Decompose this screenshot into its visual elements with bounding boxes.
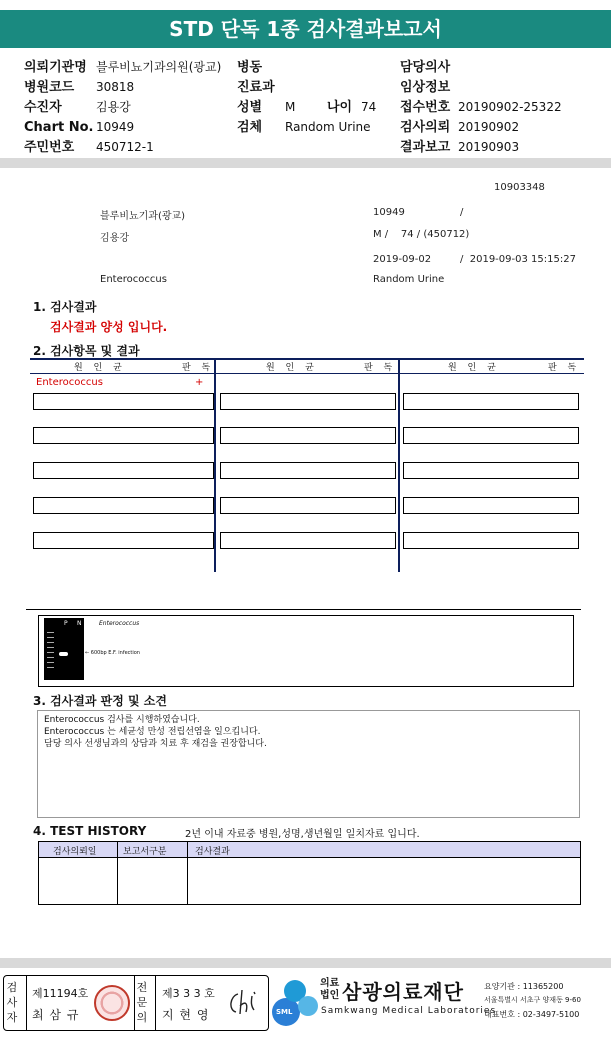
info-date-received: 2019-09-02 [373, 254, 432, 265]
label-chart-no: Chart No. [24, 120, 94, 135]
specialist-label [136, 980, 152, 1025]
table-head-line [30, 373, 584, 374]
result-cell [33, 462, 214, 479]
specialist-label-text: 전문의 [136, 981, 148, 1024]
info-organism: Enterococcus [100, 274, 167, 285]
section-divider-line [26, 609, 581, 610]
info-chart-slash: / [460, 207, 464, 218]
info-date-reported: / 2019-09-03 15:15:27 [460, 254, 576, 265]
value-sex: M [285, 100, 296, 114]
result-cell [403, 462, 579, 479]
label-report-date: 결과보고 [400, 140, 451, 155]
history-col-line-2 [187, 842, 188, 904]
value-receipt-no: 20190902-25322 [458, 100, 562, 114]
org-code: 요양기관 : 11365200 [484, 982, 564, 991]
result-cell [403, 532, 579, 549]
logo-icon-dot-2 [298, 996, 318, 1016]
specialist-divider-1 [134, 976, 135, 1030]
gel-caption: Enterococcus [99, 620, 140, 627]
value-report-date: 20190903 [458, 140, 520, 154]
report-title: STD 단독 1종 검사결과보고서 [0, 10, 611, 48]
value-request-date: 20190902 [458, 120, 520, 134]
examiner-no: 제11194호 [32, 987, 89, 1000]
info-chart-no: 10949 [373, 207, 405, 218]
org-english: Samkwang Medical Laboratories [321, 1006, 497, 1016]
org-phone: 대표번호 : 02-3497-5100 [484, 1010, 580, 1019]
section1-title: 1. 검사결과 [33, 300, 97, 314]
col-head-pathogen-3: 원 인 균 [448, 363, 500, 373]
result-cell [33, 427, 214, 444]
row-pathogen-name: Enterococcus [36, 377, 103, 388]
opinion-line-1: Enterococcus 검사를 시행하였습니다. [44, 715, 200, 725]
specialist-name: 지 현 영 [162, 1008, 210, 1022]
header-col3 [400, 56, 600, 156]
history-header-row [39, 842, 580, 858]
history-head-type: 보고서구분 [123, 847, 167, 857]
label-clinic: 의뢰기관명 [24, 60, 87, 75]
row-pathogen-judge: + [195, 377, 204, 388]
org-name: 삼광의료재단 [342, 980, 464, 1004]
result-cell [403, 497, 579, 514]
section4-title: 4. TEST HISTORY [33, 824, 147, 838]
section3-title: 3. 검사결과 판정 및 소견 [33, 694, 167, 708]
specialist-signature-icon [224, 986, 262, 1020]
col-head-judge-2: 판 독 [364, 363, 397, 373]
results-table [30, 358, 584, 572]
col-head-pathogen-2: 원 인 균 [266, 363, 318, 373]
label-doctor: 담당의사 [400, 60, 451, 75]
org-address: 서울특별시 서초구 양재동 9-60 [484, 996, 581, 1004]
header-age [327, 96, 387, 116]
gel-lane-p: P [64, 620, 68, 627]
label-age: 나이 [327, 100, 353, 115]
value-specimen: Random Urine [285, 120, 371, 134]
header-divider [0, 158, 611, 168]
label-request-date: 검사의뢰 [400, 120, 451, 135]
result-cell [33, 393, 214, 410]
history-table [38, 841, 581, 905]
history-note: 2년 이내 자료중 병원,성명,생년월일 일치자료 입니다. [185, 829, 420, 840]
section1-result: 검사결과 양성 입니다. [50, 320, 168, 334]
logo-text: SML [276, 1008, 293, 1016]
label-hospital-code: 병원코드 [24, 80, 75, 95]
result-cell [403, 427, 579, 444]
opinion-line-2: Enterococcus 는 세균성 만성 전립선염을 일으킵니다. [44, 727, 261, 737]
org-prefix-2: 법인 [320, 990, 340, 1001]
examiner-seal-icon [94, 985, 130, 1021]
history-head-date: 검사의뢰일 [53, 847, 97, 857]
result-cell [220, 427, 396, 444]
result-cell [220, 393, 396, 410]
table-divider-2 [398, 358, 400, 572]
gel-band-label: ← 600bp E.F. infection [85, 650, 140, 656]
gel-image-box [38, 615, 574, 687]
info-specimen: Random Urine [373, 274, 445, 285]
result-cell [220, 462, 396, 479]
label-department: 진료과 [237, 80, 275, 95]
gel-ladder [47, 632, 54, 672]
info-patient: 김용강 [100, 233, 129, 244]
gel-lane-n: N [77, 620, 82, 627]
examiner-divider [26, 976, 27, 1030]
label-specimen: 검체 [237, 120, 263, 135]
examiner-label-text: 검사자 [6, 981, 18, 1024]
label-receipt-no: 접수번호 [400, 100, 451, 115]
examiner-label [6, 980, 22, 1025]
label-sex: 성별 [237, 100, 263, 115]
col-head-judge-1: 판 독 [182, 363, 215, 373]
specialist-divider-2 [155, 976, 156, 1030]
examiner-name: 최 삼 규 [32, 1008, 80, 1022]
col-head-judge-3: 판 독 [548, 363, 581, 373]
opinion-box [37, 710, 580, 818]
result-cell [220, 497, 396, 514]
result-cell [220, 532, 396, 549]
gel-band [59, 652, 68, 656]
label-resident-no: 주민번호 [24, 140, 75, 155]
label-ward: 병동 [237, 60, 263, 75]
section2-title: 2. 검사항목 및 결과 [33, 344, 140, 358]
result-cell [33, 497, 214, 514]
result-cell [403, 393, 579, 410]
value-patient: 김용강 [96, 100, 131, 114]
footer-divider [0, 958, 611, 968]
specialist-no: 제3 3 3 호 [162, 987, 215, 1000]
col-head-pathogen-1: 원 인 균 [74, 363, 126, 373]
header-col1 [24, 56, 234, 156]
report-id: 10903348 [494, 182, 545, 193]
value-chart-no: 10949 [96, 120, 135, 134]
value-hospital-code: 30818 [96, 80, 135, 94]
result-cell [33, 532, 214, 549]
org-prefix-1: 의료 [320, 978, 340, 989]
org-prefix [320, 978, 339, 1002]
signature-box [3, 975, 269, 1031]
info-clinic: 블루비뇨기과(광교) [100, 211, 186, 222]
gel-electrophoresis-image [44, 618, 84, 680]
opinion-line-3: 담당 의사 선생님과의 상담과 치료 후 재검을 권장합니다. [44, 739, 267, 749]
value-clinic: 블루비뇨기과의원(광교) [96, 60, 222, 74]
label-clinical-info: 임상정보 [400, 80, 451, 95]
info-sex-age: M / 74 / (450712) [373, 229, 470, 240]
value-resident-no: 450712-1 [96, 140, 154, 154]
value-age: 74 [361, 100, 377, 114]
label-patient: 수진자 [24, 100, 62, 115]
history-col-line-1 [117, 842, 118, 904]
history-head-result: 검사결과 [195, 847, 230, 857]
table-divider-1 [214, 358, 216, 572]
